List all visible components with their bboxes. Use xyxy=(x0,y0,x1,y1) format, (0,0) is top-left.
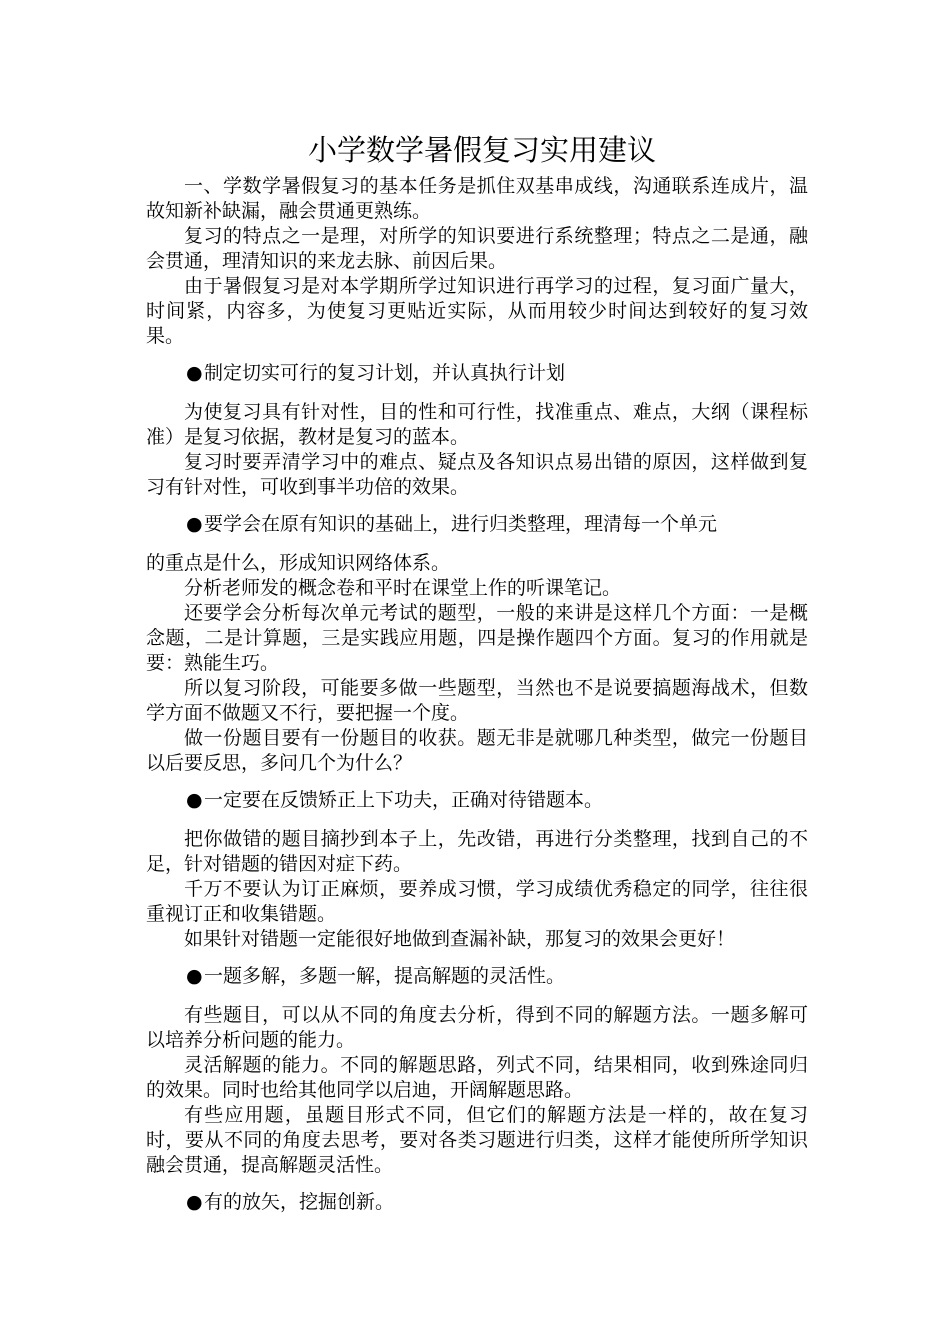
bullet-item xyxy=(146,361,808,386)
paragraph: 由于暑假复习是对本学期所学过知识进行再学习的过程，复习面广量大，时间紧，内容多，为使复习更贴近实际，从而用较少时间达到较好的复习效果。 xyxy=(146,275,808,347)
bullet-dot-icon: ● xyxy=(186,789,203,811)
paragraph: 复习的特点之一是理，对所学的知识要进行系统整理；特点之二是通，融会贯通，理清知识的来龙去脉、前因后果。 xyxy=(146,225,808,272)
paragraph: 千万不要认为订正麻烦，要养成习惯，学习成绩优秀稳定的同学，往往很重视订正和收集错题。 xyxy=(146,878,808,925)
bullet-dot-icon: ● xyxy=(186,965,203,987)
paragraph: 有些应用题，虽题目形式不同，但它们的解题方法是一样的，故在复习时，要从不同的角度去思考，要对各类习题进行归类，这样才能使所所学知识融会贯通，提高解题灵活性。 xyxy=(146,1104,808,1176)
bullet-text: 有的放矢，挖掘创新。 xyxy=(204,1191,395,1213)
paragraph: 还要学会分析每次单元考试的题型，一般的来讲是这样几个方面：一是概念题，二是计算题，三是实践应用题，四是操作题四个方面。复习的作用就是要：熟能生巧。 xyxy=(146,602,808,674)
paragraph: 一、学数学暑假复习的基本任务是抓住双基串成线，沟通联系连成片，温故知新补缺漏，融会贯通更熟练。 xyxy=(146,175,808,222)
paragraph: 所以复习阶段，可能要多做一些题型，当然也不是说要搞题海战术，但数学方面不做题又不行，要把握一个度。 xyxy=(146,677,808,724)
bullet-item xyxy=(146,512,808,537)
paragraph: 复习时要弄清学习中的难点、疑点及各知识点易出错的原因，这样做到复习有针对性，可收到事半功倍的效果。 xyxy=(146,451,808,498)
bullet-dot-icon: ● xyxy=(186,1191,203,1213)
paragraph: 如果针对错题一定能很好地做到查漏补缺，那复习的效果会更好！ xyxy=(184,928,736,950)
bullet-item xyxy=(146,788,808,813)
document-title: 小学数学暑假复习实用建议 xyxy=(307,133,656,167)
bullet-item xyxy=(146,964,808,989)
paragraph: 灵活解题的能力。不同的解题思路，列式不同，结果相同，收到殊途同归的效果。同时也给其他同学以启迪，开阔解题思路。 xyxy=(146,1054,808,1101)
bullet-text: 一题多解，多题一解，提高解题的灵活性。 xyxy=(204,965,566,987)
bullet-item xyxy=(146,1190,808,1215)
bullet-text: 一定要在反馈矫正上下功夫，正确对待错题本。 xyxy=(204,789,604,811)
bullet-text: 制定切实可行的复习计划，并认真执行计划 xyxy=(204,362,566,384)
paragraph: 把你做错的题目摘抄到本子上，先改错，再进行分类整理，找到自己的不足，针对错题的错因对症下药。 xyxy=(146,828,808,875)
bullet-dot-icon: ● xyxy=(186,362,203,384)
document-page xyxy=(146,128,808,1229)
bullet-text: 要学会在原有知识的基础上，进行归类整理，理清每一个单元 xyxy=(204,513,718,535)
paragraph: 有些题目，可以从不同的角度去分析，得到不同的解题方法。一题多解可以培养分析问题的能力。 xyxy=(146,1004,808,1051)
paragraph: 分析老师发的概念卷和平时在课堂上作的听课笔记。 xyxy=(184,577,622,599)
paragraph: 做一份题目要有一份题目的收获。题无非是就哪几种类型，做完一份题目以后要反思，多问几个为什么？ xyxy=(146,727,808,774)
bullet-dot-icon: ● xyxy=(186,513,203,535)
paragraph: 为使复习具有针对性，目的性和可行性，找准重点、难点，大纲（课程标准）是复习依据，教材是复习的蓝本。 xyxy=(146,401,808,448)
bullet-continuation: 的重点是什么，形成知识网络体系。 xyxy=(146,552,451,574)
